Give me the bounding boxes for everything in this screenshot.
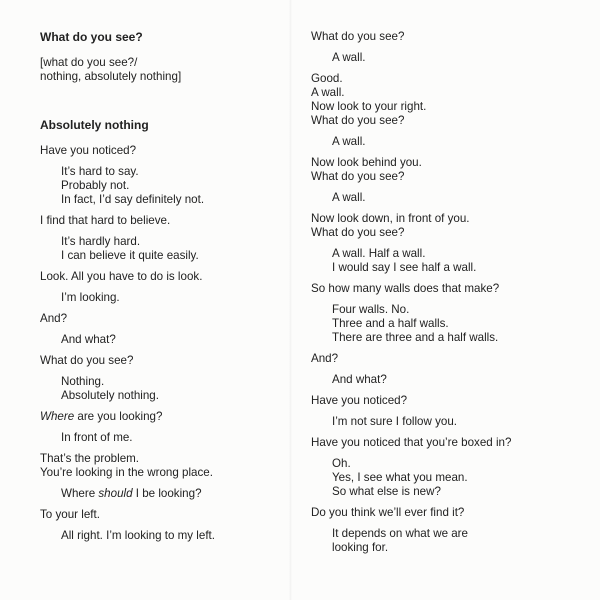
lyric-question: Look. All you have to do is look. xyxy=(40,270,203,283)
lyric-answer: I’m looking. xyxy=(61,291,120,304)
lyric-answer: And what? xyxy=(61,333,116,346)
lyric-answer: In front of me. xyxy=(61,431,133,444)
right-column xyxy=(311,30,581,555)
lyric-question: Do you think we’ll ever find it? xyxy=(311,506,465,519)
lyric-answer: It depends on what we are looking for. xyxy=(332,527,468,554)
lyric-question: And? xyxy=(311,352,339,365)
lyric-answer: A wall. Half a wall. I would say I see half a wall. xyxy=(332,247,477,274)
song-subtitle: [what do you see?/ nothing, absolutely nothing] xyxy=(40,56,182,83)
lyric-answer: It’s hardly hard. I can believe it quite easily. xyxy=(61,235,199,262)
lyric-answer: A wall. xyxy=(332,51,366,64)
lyric-question: Have you noticed that you’re boxed in? xyxy=(311,436,512,449)
lyric-question: So how many walls does that make? xyxy=(311,282,500,295)
lyric-answer: I’m not sure I follow you. xyxy=(332,415,458,428)
lyric-answer: It’s hard to say. Probably not. In fact, I’d say definitely not. xyxy=(61,165,205,206)
emphasis-text: should xyxy=(98,487,133,500)
lyric-answer: All right. I’m looking to my left. xyxy=(61,529,215,542)
lyric-text: I be looking? xyxy=(132,487,202,500)
lyric-question: What do you see? xyxy=(311,30,405,43)
left-column xyxy=(40,30,280,543)
lyric-question: Now look behind you. What do you see? xyxy=(311,156,422,183)
lyric-text: Where xyxy=(61,487,99,500)
lyric-question xyxy=(40,410,280,424)
lyric-question: Good. A wall. Now look to your right. What do you see? xyxy=(311,72,427,127)
lyric-answer: Four walls. No. Three and a half walls. There are three and a half walls. xyxy=(332,303,499,344)
lyric-answer: A wall. xyxy=(332,191,366,204)
lyric-question: What do you see? xyxy=(40,354,134,367)
emphasis-text: Where xyxy=(40,410,75,423)
lyric-answer: Nothing. Absolutely nothing. xyxy=(61,375,159,402)
lyric-answer xyxy=(40,487,280,501)
lyric-answer: Oh. Yes, I see what you mean. So what else is new? xyxy=(332,457,468,498)
lyric-question: To your left. xyxy=(40,508,100,521)
section-title: Absolutely nothing xyxy=(40,118,149,132)
lyric-question: Now look down, in front of you. What do you see? xyxy=(311,212,470,239)
lyric-text: are you looking? xyxy=(74,410,163,423)
page-fold xyxy=(289,0,292,600)
lyric-question: Have you noticed? xyxy=(311,394,408,407)
lyric-answer: And what? xyxy=(332,373,387,386)
lyric-question: That’s the problem. You’re looking in the wrong place. xyxy=(40,452,213,479)
song-title: What do you see? xyxy=(40,30,143,44)
lyric-question: I find that hard to believe. xyxy=(40,214,171,227)
lyric-question: Have you noticed? xyxy=(40,144,137,157)
lyric-answer: A wall. xyxy=(332,135,366,148)
lyric-question: And? xyxy=(40,312,68,325)
